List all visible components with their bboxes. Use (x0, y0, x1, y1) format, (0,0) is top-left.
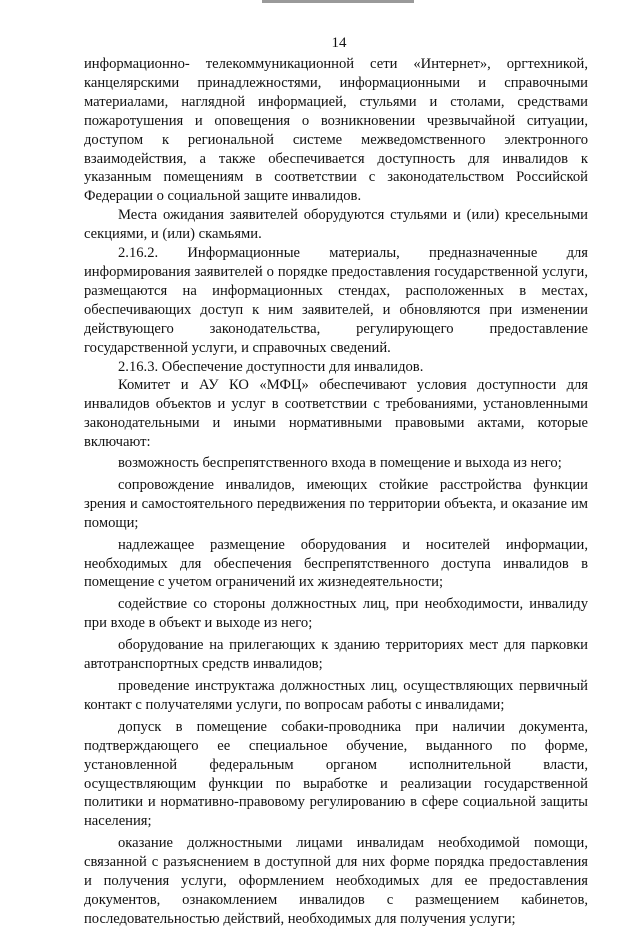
scan-edge-mark (262, 0, 414, 3)
list-item: оказание должностными лицами инвалидам необходимой помощи, связанной с разъяснением в доступной для них форме порядка предоставления и получения услуги, оформлением необходимых для ее предоставления документов, ознакомлением инвалидов с размещением кабинетов, последовательностью действий, необходимых для получения услуги; (84, 835, 588, 927)
list-item: сопровождение инвалидов, имеющих стойкие расстройства функции зрения и самостоятельного передвижения по территории объекта, и оказание им помощи; (84, 476, 588, 531)
paragraph-2-16-3-heading: 2.16.3. Обеспечение доступности для инвалидов. (118, 358, 424, 375)
paragraph-accessibility-intro: Комитет и АУ КО «МФЦ» обеспечивают условия доступности для инвалидов объектов и услуг в соответствии с требованиями, установленными законодательными и иными нормативными правовыми актами, которые включают: (84, 377, 588, 451)
list-item: допуск в помещение собаки-проводника при наличии документа, подтверждающего ее специальное обучение, выданного по форме, установленной федеральным органом исполнительной власти, осуществляющим функции по выработке и реализации государственной политики и нормативно-правовому регулированию в сфере социальной защиты населения; (84, 718, 588, 830)
page-number: 14 (331, 35, 347, 51)
paragraph-waiting-areas: Места ожидания заявителей оборудуются стульями и (или) кресельными секциями, и (или) скамьями. (84, 207, 588, 243)
list-item: оборудование на прилегающих к зданию территориях мест для парковки автотранспортных средств инвалидов; (84, 637, 588, 673)
paragraph-equipment-continued: информационно- телекоммуникационной сети «Интернет», оргтехникой, канцелярскими принадлежностями, информационными и справочными материалами, наглядной информацией, стульями и столами, средствами пожаротушения и оповещения о возникновении чрезвычайной ситуации, доступом к региональной системе межведомственного электронного взаимодействия, а также обеспечивается доступность для инвалидов к указанным помещениям в соответствии с законодательством Российской Федерации о социальной защите инвалидов. (84, 56, 588, 205)
list-item: возможность беспрепятственного входа в помещение и выхода из него; (118, 455, 562, 472)
paragraph-2-16-2: 2.16.2. Информационные материалы, предназначенные для информирования заявителей о порядке предоставления государственной услуги, размещаются на информационных стендах, расположенных в местах, обеспечивающих доступ к ним заявителей, и обновляются при изменении действующего законодательства, регулирующего предоставление государственной услуги, и справочных сведений. (84, 245, 588, 356)
list-item: проведение инструктажа должностных лиц, осуществляющих первичный контакт с получателями услуги, по вопросам работы с инвалидами; (84, 678, 588, 713)
list-item: содействие со стороны должностных лиц, при необходимости, инвалиду при входе в объект и выходе из него; (84, 596, 588, 632)
list-item: надлежащее размещение оборудования и носителей информации, необходимых для обеспечения беспрепятственного доступа инвалидов в помещение с учетом ограничений их жизнедеятельности; (84, 536, 588, 591)
